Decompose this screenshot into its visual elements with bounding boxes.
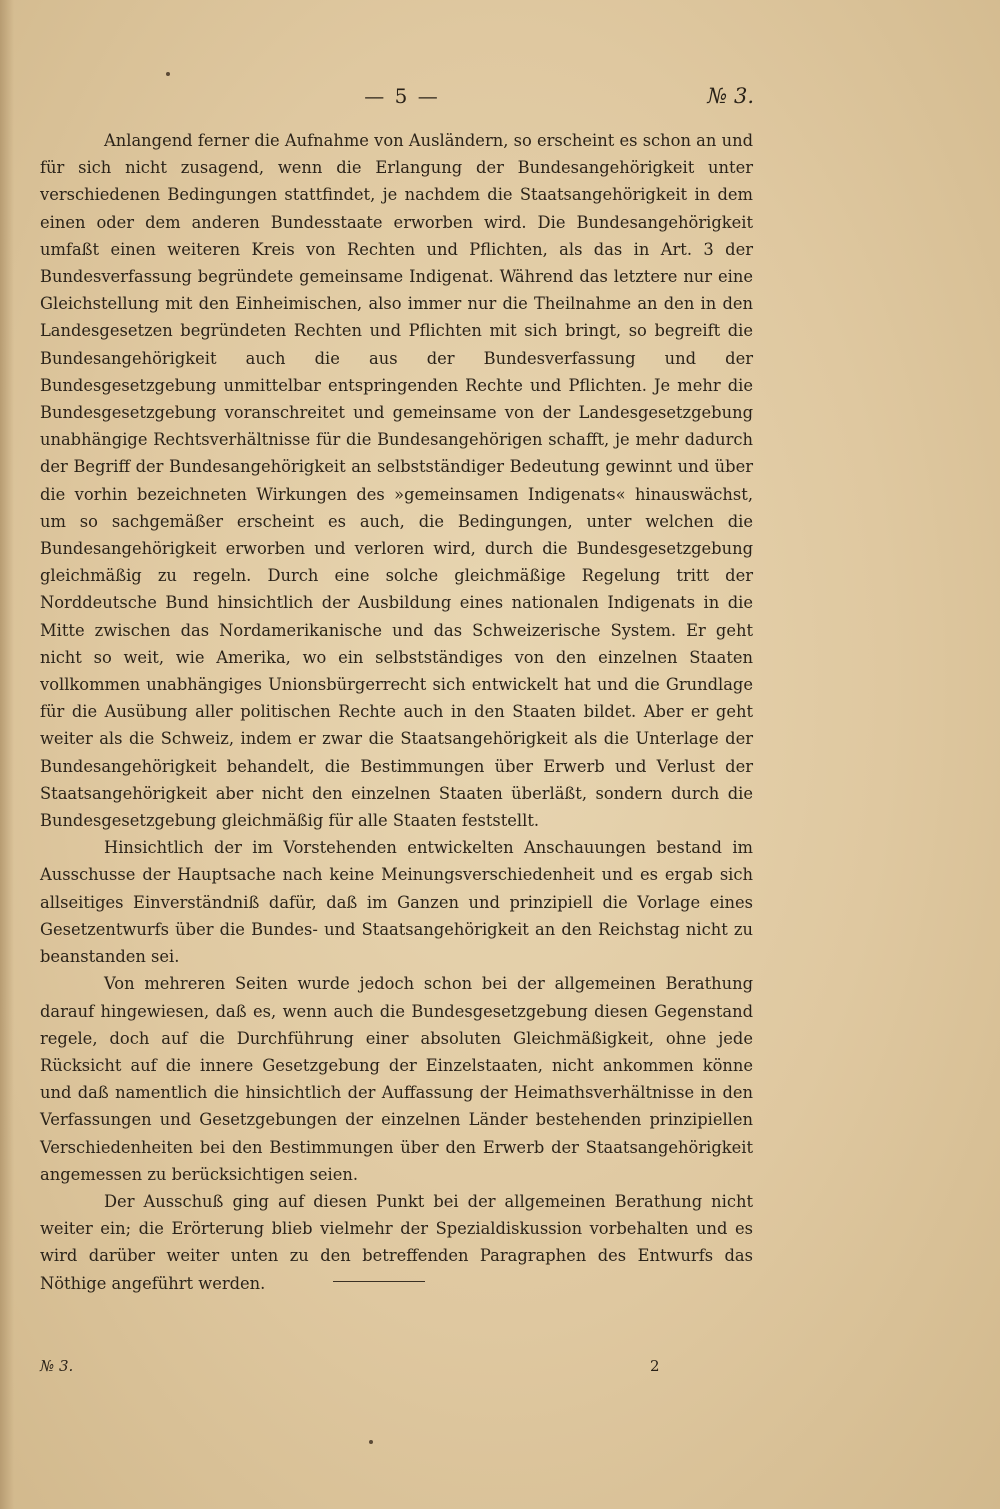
signature-mark: № 3.	[40, 1357, 74, 1375]
paragraph: Anlangend ferner die Aufnahme von Ausländern, so erscheint es schon an und für sich nicht zusagend, wenn die Erlangung der Bundesangehörigkeit unter verschiedenen Bedingungen stattfindet, je nachdem die Staatsangehörigkeit in dem einen oder dem anderen Bundesstaate erworben wird. Die Bundesangehörigkeit umfaßt einen weiteren Kreis von Rechten und Pflichten, als das in Art. 3 der Bundesverfassung begründete gemeinsame Indigenat. Während das letztere nur eine Gleichstellung mit den Einheimischen, also immer nur die Theilnahme an den in den Landesgesetzen begründeten Rechten und Pflichten mit sich bringt, so begreift die Bundesangehörigkeit auch die aus der Bundesverfassung und der Bundesgesetzgebung unmittelbar entspringenden Rechte und Pflichten. Je mehr die Bundesgesetzgebung voranschreitet und gemeinsame von der Landesgesetzgebung unabhängige Rechtsverhältnisse für die Bundesangehörigen schafft, je mehr dadurch der Begriff der Bundesangehörigkeit an selbstständiger Bedeutung gewinnt und über die vorhin bezeichneten Wirkungen des »gemeinsamen Indigenats« hinauswächst, um so sachgemäßer erscheint es auch, die Bedingungen, unter welchen die Bundesangehörigkeit erworben und verloren wird, durch die Bundesgesetzgebung gleichmäßig zu regeln. Durch eine solche gleichmäßige Regelung tritt der Norddeutsche Bund hinsichtlich der Ausbildung eines nationalen Indigenats in die Mitte zwischen das Nordamerikanische und das Schweizerische System. Er geht nicht so weit, wie Amerika, wo ein selbstständiges von den einzelnen Staaten vollkommen unabhängiges Unionsbürgerrecht sich entwickelt hat und die Grundlage für die Ausübung aller politischen Rechte auch in den Staaten bildet. Aber er geht weiter als die Schweiz, indem er zwar die Staatsangehörigkeit als die Unterlage der Bundesangehörigkeit behandelt, die Bestimmungen über Erwerb und Verlust der Staatsangehörigkeit aber nicht den einzelnen Staaten überläßt, sondern durch die Bundesgesetzgebung gleichmäßig für alle Staaten feststellt.	[40, 131, 753, 831]
page-edge-shadow	[0, 0, 14, 1509]
page-footer	[0, 1357, 1000, 1381]
ink-speck	[369, 1440, 373, 1444]
paragraph: Hinsichtlich der im Vorstehenden entwickelten Anschauungen bestand im Ausschusse der Hauptsache nach keine Meinungsverschiedenheit und es ergab sich allseitiges Einverständniß dafür, daß im Ganzen und prinzipiell die Vorlage eines Gesetzentwurfs über die Bundes- und Staatsangehörigkeit an den Reichstag nicht zu beanstanden sei.	[40, 838, 753, 967]
paragraph: Der Ausschuß ging auf diesen Punkt bei der allgemeinen Berathung nicht weiter ein; die Erörterung blieb vielmehr der Spezialdiskussion vorbehalten und es wird darüber weiter unten zu den betreffenden Paragraphen des Entwurfs das Nöthige angeführt werden.	[40, 1191, 753, 1293]
page-header	[0, 84, 1000, 114]
ink-speck	[166, 72, 170, 76]
paragraph: Von mehreren Seiten wurde jedoch schon bei der allgemeinen Berathung darauf hingewiesen, daß es, wenn auch die Bundesgesetzgebung diesen Gegenstand regele, doch auf die Durchführung einer absoluten Gleichmäßigkeit, ohne jede Rücksicht auf die innere Gesetzgebung der Einzelstaaten, nicht ankommen könne und daß namentlich die hinsichtlich der Auffassung der Heimathsverhältnisse in den Verfassungen und Gesetzgebungen der einzelnen Länder bestehenden prinzipiellen Verschiedenheiten bei den Bestimmungen über den Erwerb der Staatsangehörigkeit angemessen zu berücksichtigen seien.	[40, 974, 753, 1184]
body-text	[40, 127, 753, 1297]
page-number: — 5 —	[364, 84, 440, 108]
document-number: № 3.	[707, 84, 754, 108]
closing-rule	[333, 1281, 425, 1282]
sheet-number: 2	[650, 1357, 660, 1375]
